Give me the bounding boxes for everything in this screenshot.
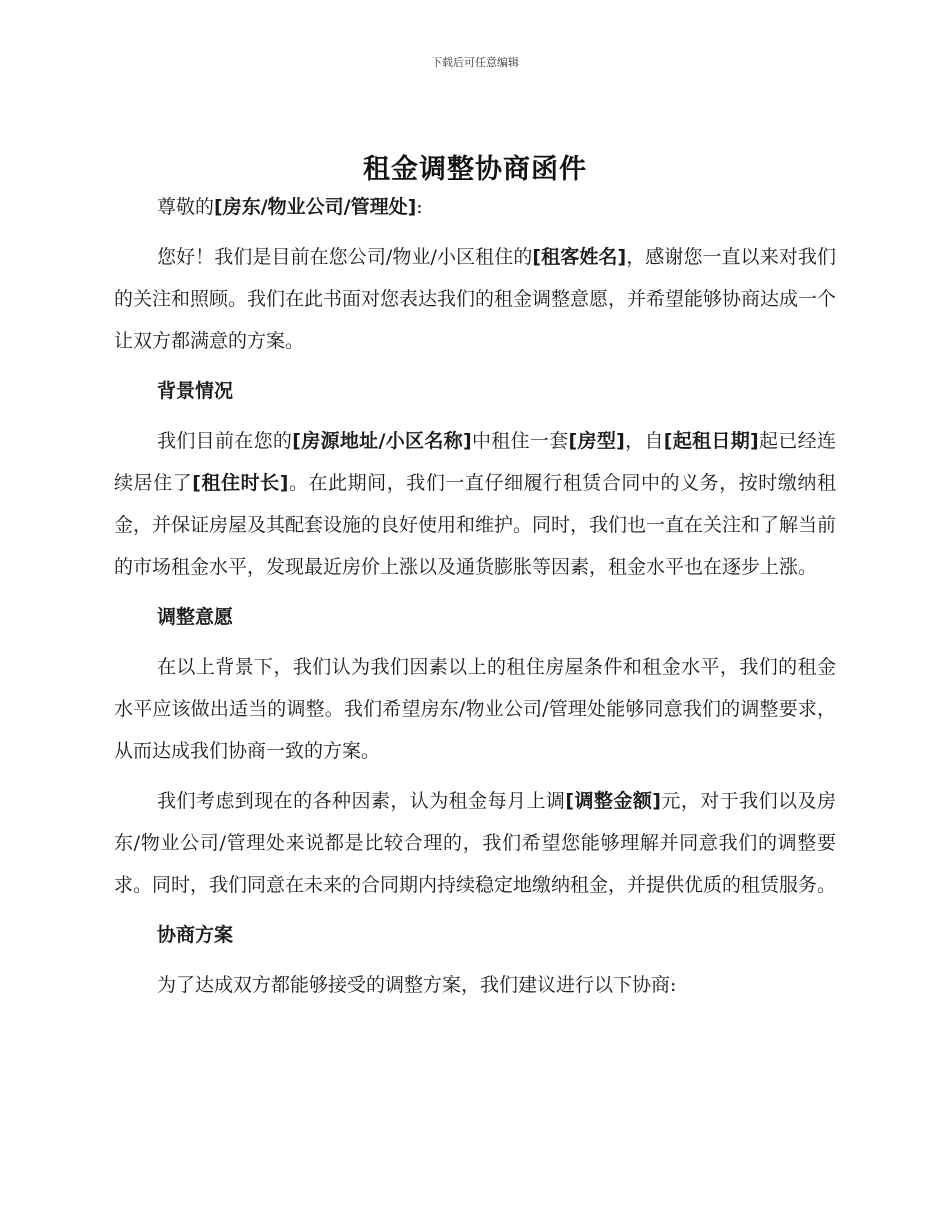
intro-text-2: ，感谢您一直以来对我们的关注和照顾。我们在此书面对您表达我们的租金调整意愿，并希望能够协商达成一个让双方都满意的方案。 (114, 246, 837, 352)
section-heading-background: 背景情况 (157, 380, 234, 402)
adjustment-text-2: 元，对于我们以及房东/物业公司/管理处来说都是比较合理的，我们希望您能够理解并同意我们的调整要求。同时，我们同意在未来的合同期内持续稳定地缴纳租金，并提供优质的租赁服务。 (114, 790, 837, 896)
intro-paragraph (114, 236, 836, 362)
salutation-suffix: : (416, 196, 423, 218)
background-text-5: 。在此期间，我们一直仔细履行租赁合同中的义务，按时缴纳租金，并保证房屋及其配套设施的良好使用和维护。同时，我们也一直在关注和了解当前的市场租金水平，发现最近房价上涨以及通货膨胀等因素，租金水平也在逐步上涨。 (114, 472, 837, 578)
tenant-name-placeholder: [租客姓名] (532, 246, 627, 268)
adjustment-text-1: 我们考虑到现在的各种因素，认为租金每月上调 (157, 790, 566, 812)
intro-text-1: 您好！我们是目前在您公司/物业/小区租住的 (157, 246, 533, 268)
start-date-placeholder: [起租日期] (663, 430, 759, 452)
background-text-1: 我们目前在您的 (157, 430, 293, 452)
salutation-prefix: 尊敬的 (157, 196, 215, 218)
document-title: 租金调整协商函件 (363, 154, 587, 185)
document-body (114, 186, 836, 1014)
room-type-placeholder: [房型] (568, 430, 625, 452)
adjustment-paragraph-2 (114, 780, 836, 906)
recipient-placeholder: [房东/物业公司/管理处] (214, 196, 417, 218)
background-text-3: ，自 (624, 430, 664, 452)
negotiation-paragraph: 为了达成双方都能够接受的调整方案，我们建议进行以下协商: (157, 974, 677, 996)
page-header-note: 下载后可任意编辑 (431, 56, 519, 69)
address-placeholder: [房源地址/小区名称] (292, 430, 472, 452)
salutation (114, 186, 836, 228)
background-paragraph (114, 420, 836, 588)
amount-placeholder: [调整金额] (565, 790, 661, 812)
adjustment-paragraph-1: 在以上背景下，我们认为我们因素以上的租住房屋条件和租金水平，我们的租金水平应该做出适当的调整。我们希望房东/物业公司/管理处能够同意我们的调整要求，从而达成我们协商一致的方案。 (114, 656, 836, 762)
section-heading-negotiation: 协商方案 (157, 924, 234, 946)
background-text-2: 中租住一套 (471, 430, 569, 452)
duration-placeholder: [租住时长] (192, 472, 289, 494)
section-heading-adjustment: 调整意愿 (157, 606, 234, 628)
background-text-4: 起已经连续居住了 (114, 430, 836, 494)
